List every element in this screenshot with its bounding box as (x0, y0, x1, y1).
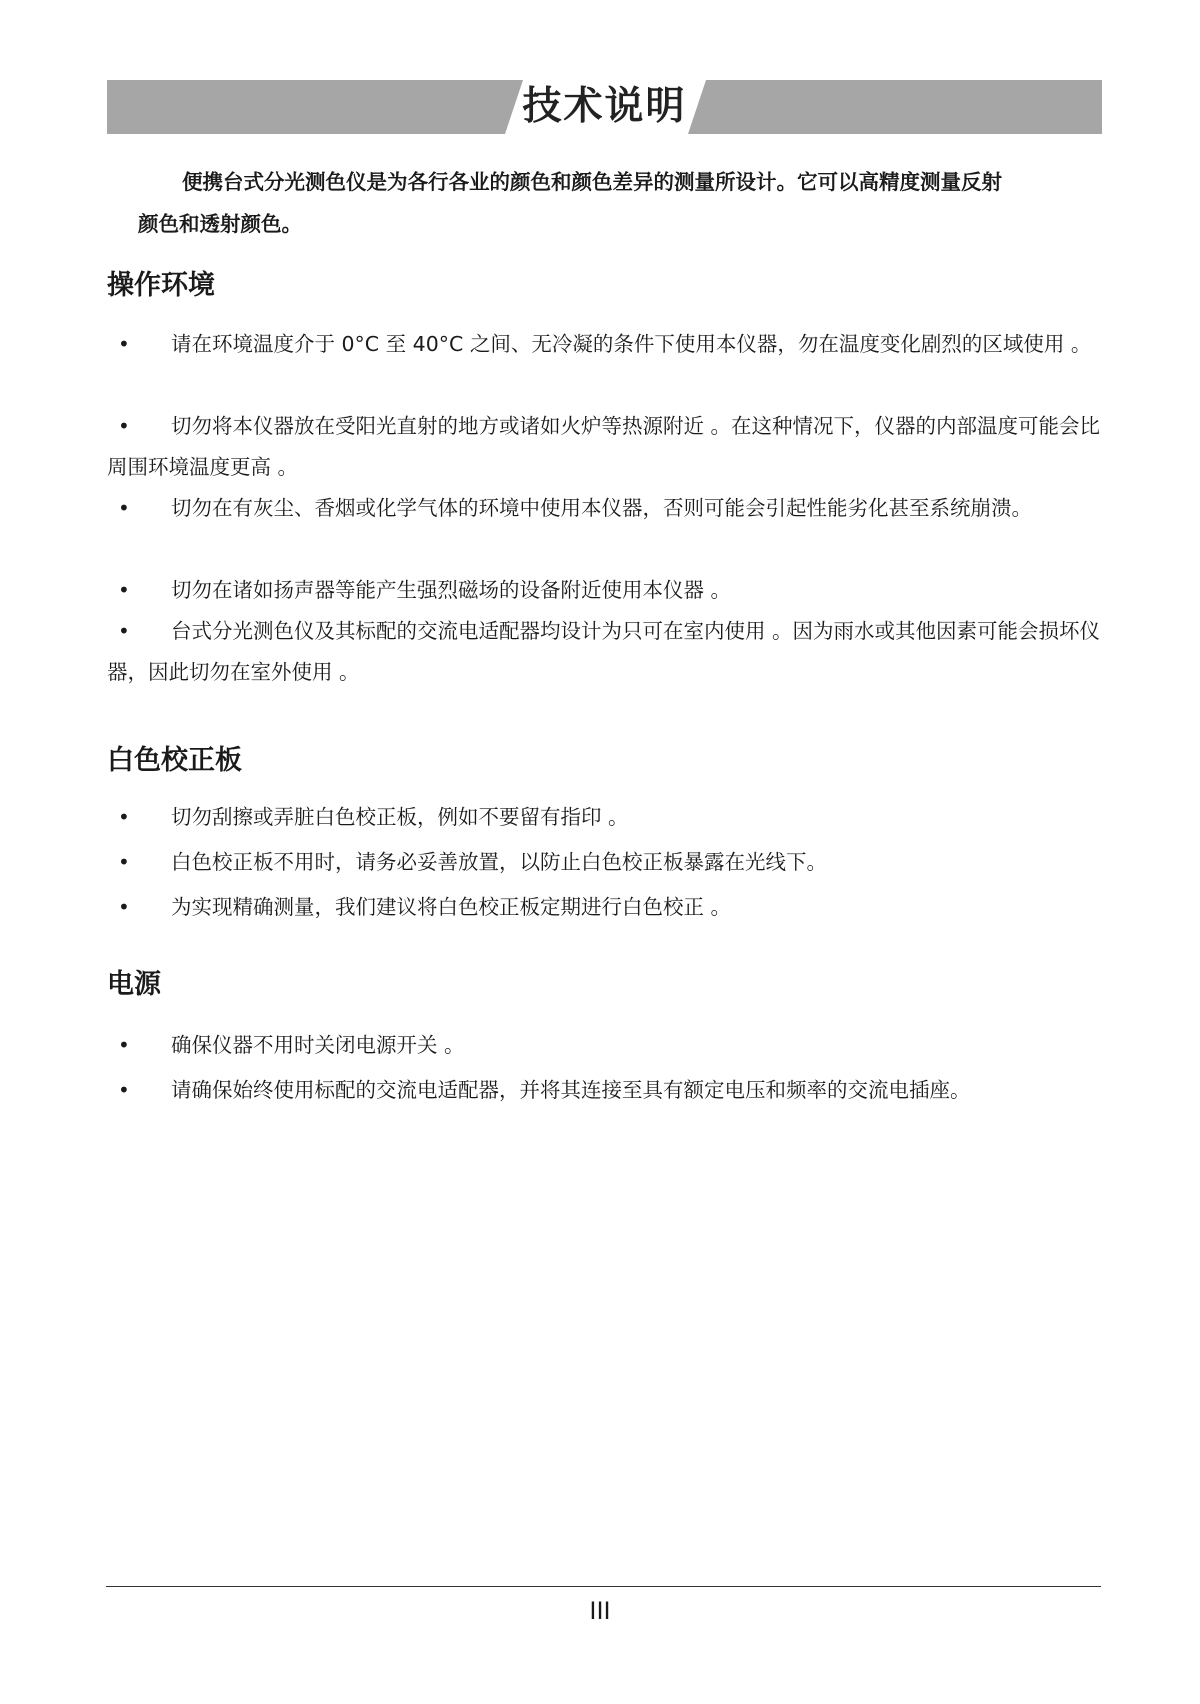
list-item (107, 611, 1117, 693)
bullet-icon: • (118, 332, 130, 356)
list-item-text: 确保仪器不用时关闭电源开关 。 (171, 1033, 465, 1057)
section-heading-operating-environment: 操作环境 (107, 270, 215, 301)
bullet-icon: • (118, 496, 130, 520)
bullet-icon: • (118, 619, 130, 643)
intro-paragraph (138, 161, 1098, 245)
power-supply-list (107, 1025, 1117, 1111)
list-item (107, 797, 1117, 842)
operating-environment-list (107, 324, 1117, 693)
bullet-icon: • (118, 1078, 130, 1102)
list-item-text: 白色校正板不用时，请务必妥善放置，以防止白色校正板暴露在光线下。 (171, 850, 827, 874)
title-banner (107, 80, 1102, 134)
bullet-icon: • (118, 414, 130, 438)
list-item-text: 台式分光测色仪及其标配的交流电适配器均设计为只可在室内使用 。因为雨水或其他因素可能会损坏仪器，因此切勿在室外使用 。 (107, 619, 1101, 684)
list-item-text: 切勿将本仪器放在受阳光直射的地方或诸如火炉等热源附近 。在这种情况下，仪器的内部温度可能会比周围环境温度更高 。 (107, 414, 1101, 479)
bullet-icon: • (118, 1033, 130, 1057)
intro-line-1: 便携台式分光测色仪是为各行各业的颜色和颜色差异的测量所设计。它可以高精度测量反射 (182, 170, 1002, 194)
list-item (107, 1070, 1117, 1111)
list-item-text: 为实现精确测量，我们建议将白色校正板定期进行白色校正 。 (171, 895, 732, 919)
footer-divider (106, 1586, 1101, 1587)
section-heading-power-supply: 电源 (107, 969, 161, 1000)
list-item-text: 切勿在诸如扬声器等能产生强烈磁场的设备附近使用本仪器 。 (171, 578, 732, 602)
page-number: III (589, 1597, 611, 1625)
list-item (107, 887, 1117, 928)
section-heading-white-calibration-plate: 白色校正板 (107, 745, 242, 776)
list-item-text: 请确保始终使用标配的交流电适配器，并将其连接至具有额定电压和频率的交流电插座。 (171, 1078, 971, 1102)
list-item (107, 842, 1117, 887)
list-item-text: 切勿在有灰尘、香烟或化学气体的环境中使用本仪器，否则可能会引起性能劣化甚至系统崩溃。 (171, 496, 1032, 520)
list-item-text: 请在环境温度介于 0°C 至 40°C 之间、无冷凝的条件下使用本仪器，勿在温度变化剧烈的区域使用 。 (171, 332, 1092, 356)
bullet-icon: • (118, 850, 130, 874)
list-item (107, 324, 1117, 406)
list-item (107, 570, 1117, 611)
list-item-text: 切勿刮擦或弄脏白色校正板，例如不要留有指印 。 (171, 805, 629, 829)
bullet-icon: • (118, 805, 130, 829)
bullet-icon: • (118, 895, 130, 919)
white-calibration-plate-list (107, 797, 1117, 928)
page-title: 技术说明 (522, 84, 687, 129)
intro-line-2: 颜色和透射颜色。 (138, 212, 302, 236)
list-item (107, 1025, 1117, 1070)
list-item (107, 488, 1117, 570)
list-item (107, 406, 1117, 488)
bullet-icon: • (118, 578, 130, 602)
